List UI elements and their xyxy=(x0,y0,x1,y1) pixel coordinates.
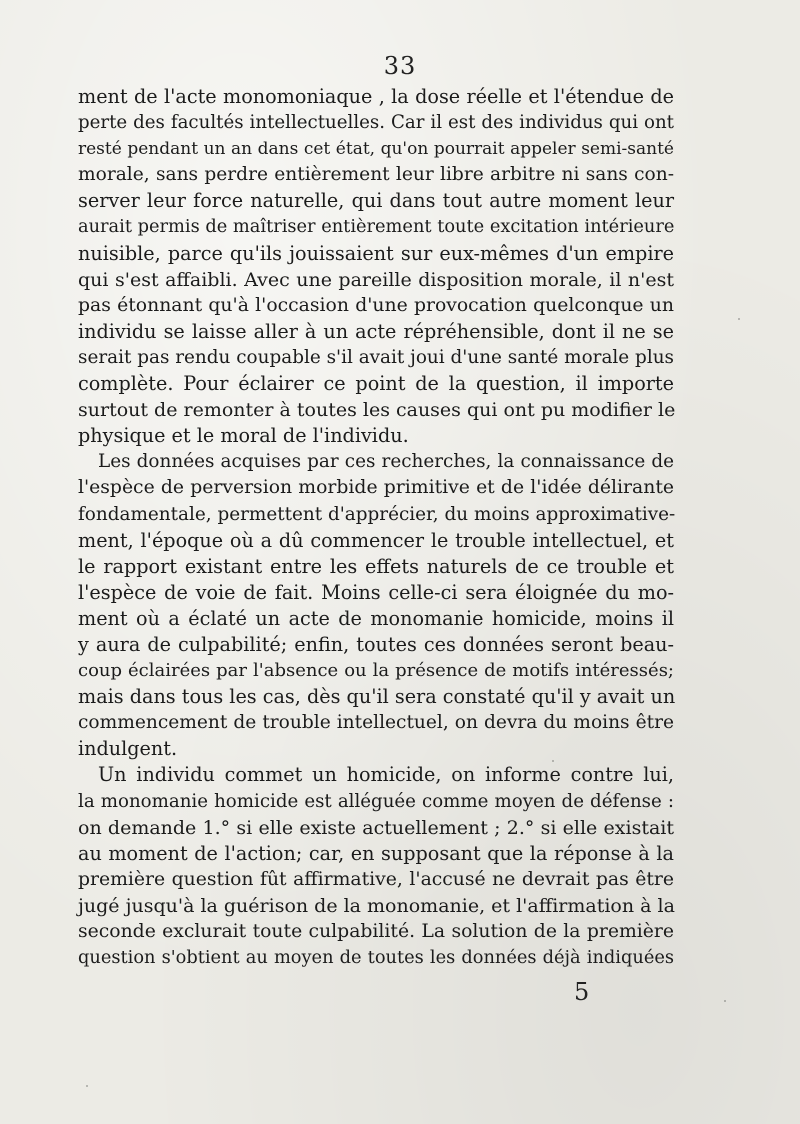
text-line: au moment de l'action; car, en supposant que la réponse à la xyxy=(78,841,674,865)
text-line: le rapport existant entre les effets naturels de ce trouble et xyxy=(78,554,674,578)
text-line: ment où a éclaté un acte de monomanie homicide, moins il xyxy=(78,606,674,630)
text-line: physique et le moral de l'individu. xyxy=(78,424,409,448)
paper-speck xyxy=(738,318,740,320)
text-line: resté pendant un an dans cet état, qu'on pourrait appeler semi-santé xyxy=(78,139,674,160)
text-line: indulgent. xyxy=(78,737,178,761)
text-line: jugé jusqu'à la guérison de la monomanie, et l'affirmation à la xyxy=(78,894,675,917)
text-line: nuisible, parce qu'ils jouissaient sur eux-mêmes d'un empire xyxy=(78,241,674,265)
body-text xyxy=(78,84,674,971)
text-line: on demande 1.° si elle existe actuellement ; 2.° si elle existait xyxy=(78,816,674,839)
text-line: individu se laisse aller à un acte répréhensible, dont il ne se xyxy=(78,319,674,343)
text-line: seconde exclurait toute culpabilité. La solution de la première xyxy=(78,921,674,942)
text-line: l'espèce de perversion morbide primitive et de l'idée délirante xyxy=(78,477,674,499)
text-line: complète. Pour éclairer ce point de la question, il importe xyxy=(78,372,674,396)
paper-speck xyxy=(86,1085,88,1087)
text-line: pas étonnant qu'à l'occasion d'une provocation quelconque un xyxy=(78,294,674,316)
text-line: ment de l'acte monomoniaque , la dose réelle et l'étendue de xyxy=(78,85,674,108)
text-line: morale, sans perdre entièrement leur libre arbitre ni sans con- xyxy=(78,164,674,186)
paper-speck xyxy=(552,760,554,762)
text-line: l'espèce de voie de fait. Moins celle-ci sera éloignée du mo- xyxy=(78,580,674,604)
signature-mark: 5 xyxy=(574,978,590,1006)
text-line: qui s'est affaibli. Avec une pareille disposition morale, il n'est xyxy=(78,268,674,291)
paper-speck xyxy=(724,1000,726,1002)
text-line: y aura de culpabilité; enfin, toutes ces données seront beau- xyxy=(78,632,674,656)
text-line: la monomanie homicide est alléguée comme moyen de défense : xyxy=(78,790,674,812)
text-line: commencement de trouble intellectuel, on devra du moins être xyxy=(78,712,674,734)
text-line: mais dans tous les cas, dès qu'il sera constaté qu'il y avait un xyxy=(78,685,676,709)
text-line: fondamentale, permettent d'apprécier, du moins approximative- xyxy=(78,503,676,525)
text-line: ment, l'époque où a dû commencer le trouble intellectuel, et xyxy=(78,528,674,552)
text-line: Les données acquises par ces recherches, la connaissance de xyxy=(98,451,674,473)
text-line: serait pas rendu coupable s'il avait joui d'une santé morale plus xyxy=(78,346,674,368)
text-line: première question fût affirmative, l'accusé ne devrait pas être xyxy=(78,868,674,890)
page-number: 33 xyxy=(383,52,417,80)
text-line: surtout de remonter à toutes les causes qui ont pu modifier le xyxy=(78,399,676,422)
text-line: server leur force naturelle, qui dans tout autre moment leur xyxy=(78,189,674,213)
text-line: Un individu commet un homicide, on informe contre lui, xyxy=(98,763,674,787)
text-line: aurait permis de maîtriser entièrement toute excitation intérieure xyxy=(78,216,675,238)
text-line: perte des facultés intellectuelles. Car il est des individus qui ont xyxy=(78,112,674,134)
text-line: coup éclairées par l'absence ou la présence de motifs intéressés; xyxy=(78,660,674,682)
text-line: question s'obtient au moyen de toutes les données déjà indiquées xyxy=(78,947,674,969)
